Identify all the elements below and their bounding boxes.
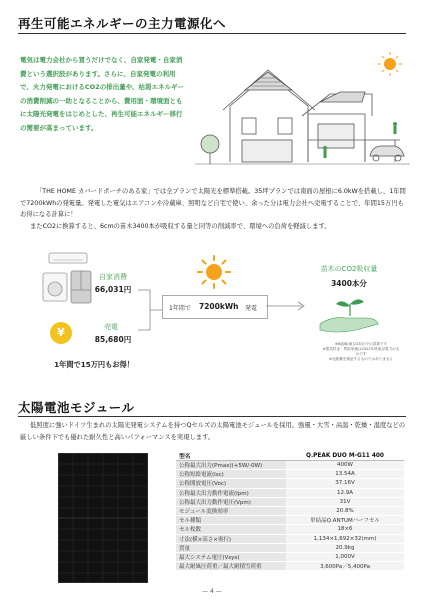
spec-value: 3,600Pa／5,400Pa [286,562,404,571]
spec-value: 20.9kg [286,543,404,552]
spec-row [176,461,404,470]
spec-key: 公称最大出力(Pmax)(+5W/-0W) [176,461,286,470]
flow-bracket [138,268,162,348]
title-underline [18,33,406,34]
annual-prefix: 1年間で [169,305,191,312]
section-title-renewable: 再生可能エネルギーの主力電源化へ [18,16,227,31]
sprout-hand-icon [316,294,382,336]
sale-label: 売電 [104,323,118,331]
spec-row [176,488,404,497]
spec-header-value: Q.PEAK DUO M-G11 400 [286,451,404,461]
washing-machine-icon [42,272,68,302]
annual-kwh: 7200kWh [199,302,239,311]
self-consumption-value: 66,031円 [94,285,132,294]
spec-key: モジュール変換効率 [176,506,286,515]
spec-key: セル枚数 [176,525,286,534]
spec-table-wrapper [176,451,404,571]
spec-value: 18×6 [286,525,404,534]
spec-row [176,562,404,571]
solar-panel-image [58,453,148,583]
spec-value: 37.16V [286,479,404,488]
spec-key: 公称短絡電流(Isc) [176,470,286,479]
annual-generation-box [162,295,268,319]
self-consumption-label: 自家消費 [99,273,127,281]
title-underline-2 [18,416,406,417]
house-illustration [190,44,416,174]
spec-row [176,552,404,561]
spec-value: 400W [286,461,404,470]
spec-key: 公称最大出力動作電流(Ipm) [176,488,286,497]
spec-key: セル種類 [176,516,286,525]
calculation-note: ※6地域(東京23区)での試算です ※電気料金・買取単価は2022年度東京電力のものです ※光熱費を保証するものではありません [322,342,400,361]
spec-header-key: 型名 [176,451,286,461]
spec-value: 単結晶Q.ANTUMハーフセル [286,516,404,525]
plan-paragraph: 「THE HOME カバードポーチのある家」では全プランで太陽光を標準搭載。35坪プランでは南面の屋根に6.0kWを搭載し、1年間で7200kWhの発電量。発電した電気はエアコンや冷蔵庫、照明など自宅で使い、余った分は電力会社へ売電することで、年間15万円もお得になる計算に！ [20,188,406,218]
co2-value: 3400本分 [331,279,367,288]
co2-label: 苗木のCO2吸収量 [320,265,378,273]
module-paragraph: 低照度に強いドイツ生まれの太陽光発電システムを持つQセルズの太陽電池モジュールを採用。強風・大雪・高温・乾燥・湿度などの厳しい条件下でも優れた耐久性と高いパフォーマンスを実現します。 [20,422,406,441]
spec-row [176,516,404,525]
spec-key: 公称最大出力動作電圧(Vpm) [176,497,286,506]
spec-table [176,451,404,571]
spec-value: 20.8% [286,506,404,515]
spec-row [176,479,404,488]
yearly-savings: 1年間で15万円もお得！ [54,360,134,369]
spec-key: 最大システム電圧(Vsys) [176,552,286,561]
spec-row [176,506,404,515]
air-conditioner-icon [48,252,88,266]
intro-text: 電気は電力会社から買うだけでなく、自家発電・自家消費という選択肢があります。さらに、自家発電の利用で、火力発電におけるCO2の排出量や、枯渇エネルギーの消費削減の一助となることから、費用面・環境面ともに太陽光発電をはじめとした、再生可能エネルギー移行の需要が高まっています。 [20,56,185,132]
sun-icon [196,254,232,290]
spec-value: 12.9A [286,488,404,497]
yen-coin-icon: ¥ [50,322,72,344]
arrow-right-icon [266,300,308,312]
spec-table-header [176,451,404,461]
page-number: — 4 — [202,588,222,595]
section-title-solar-module: 太陽電池モジュール [18,400,135,415]
spec-row [176,497,404,506]
spec-key: 質量 [176,543,286,552]
sale-value: 85,680円 [94,335,132,344]
spec-key: 最大耐風圧荷重／最大耐積雪荷重 [176,562,286,571]
spec-key: 寸法(横×高さ×奥行) [176,534,286,543]
spec-key: 公称開放電圧(Voc) [176,479,286,488]
spec-value: 13.54A [286,470,404,479]
spec-row [176,543,404,552]
spec-row [176,470,404,479]
spec-value: 1,134×1,692×32(mm) [286,534,404,543]
annual-suffix: 発電 [245,305,258,312]
co2-paragraph: またCO2に換算すると、6cmの苗木3400本が吸収する量と同等の削減率で、環境への負荷を軽減します。 [30,223,331,230]
spec-row [176,525,404,534]
spec-value: 31V [286,497,404,506]
spec-value: 1,000V [286,552,404,561]
spec-row [176,534,404,543]
